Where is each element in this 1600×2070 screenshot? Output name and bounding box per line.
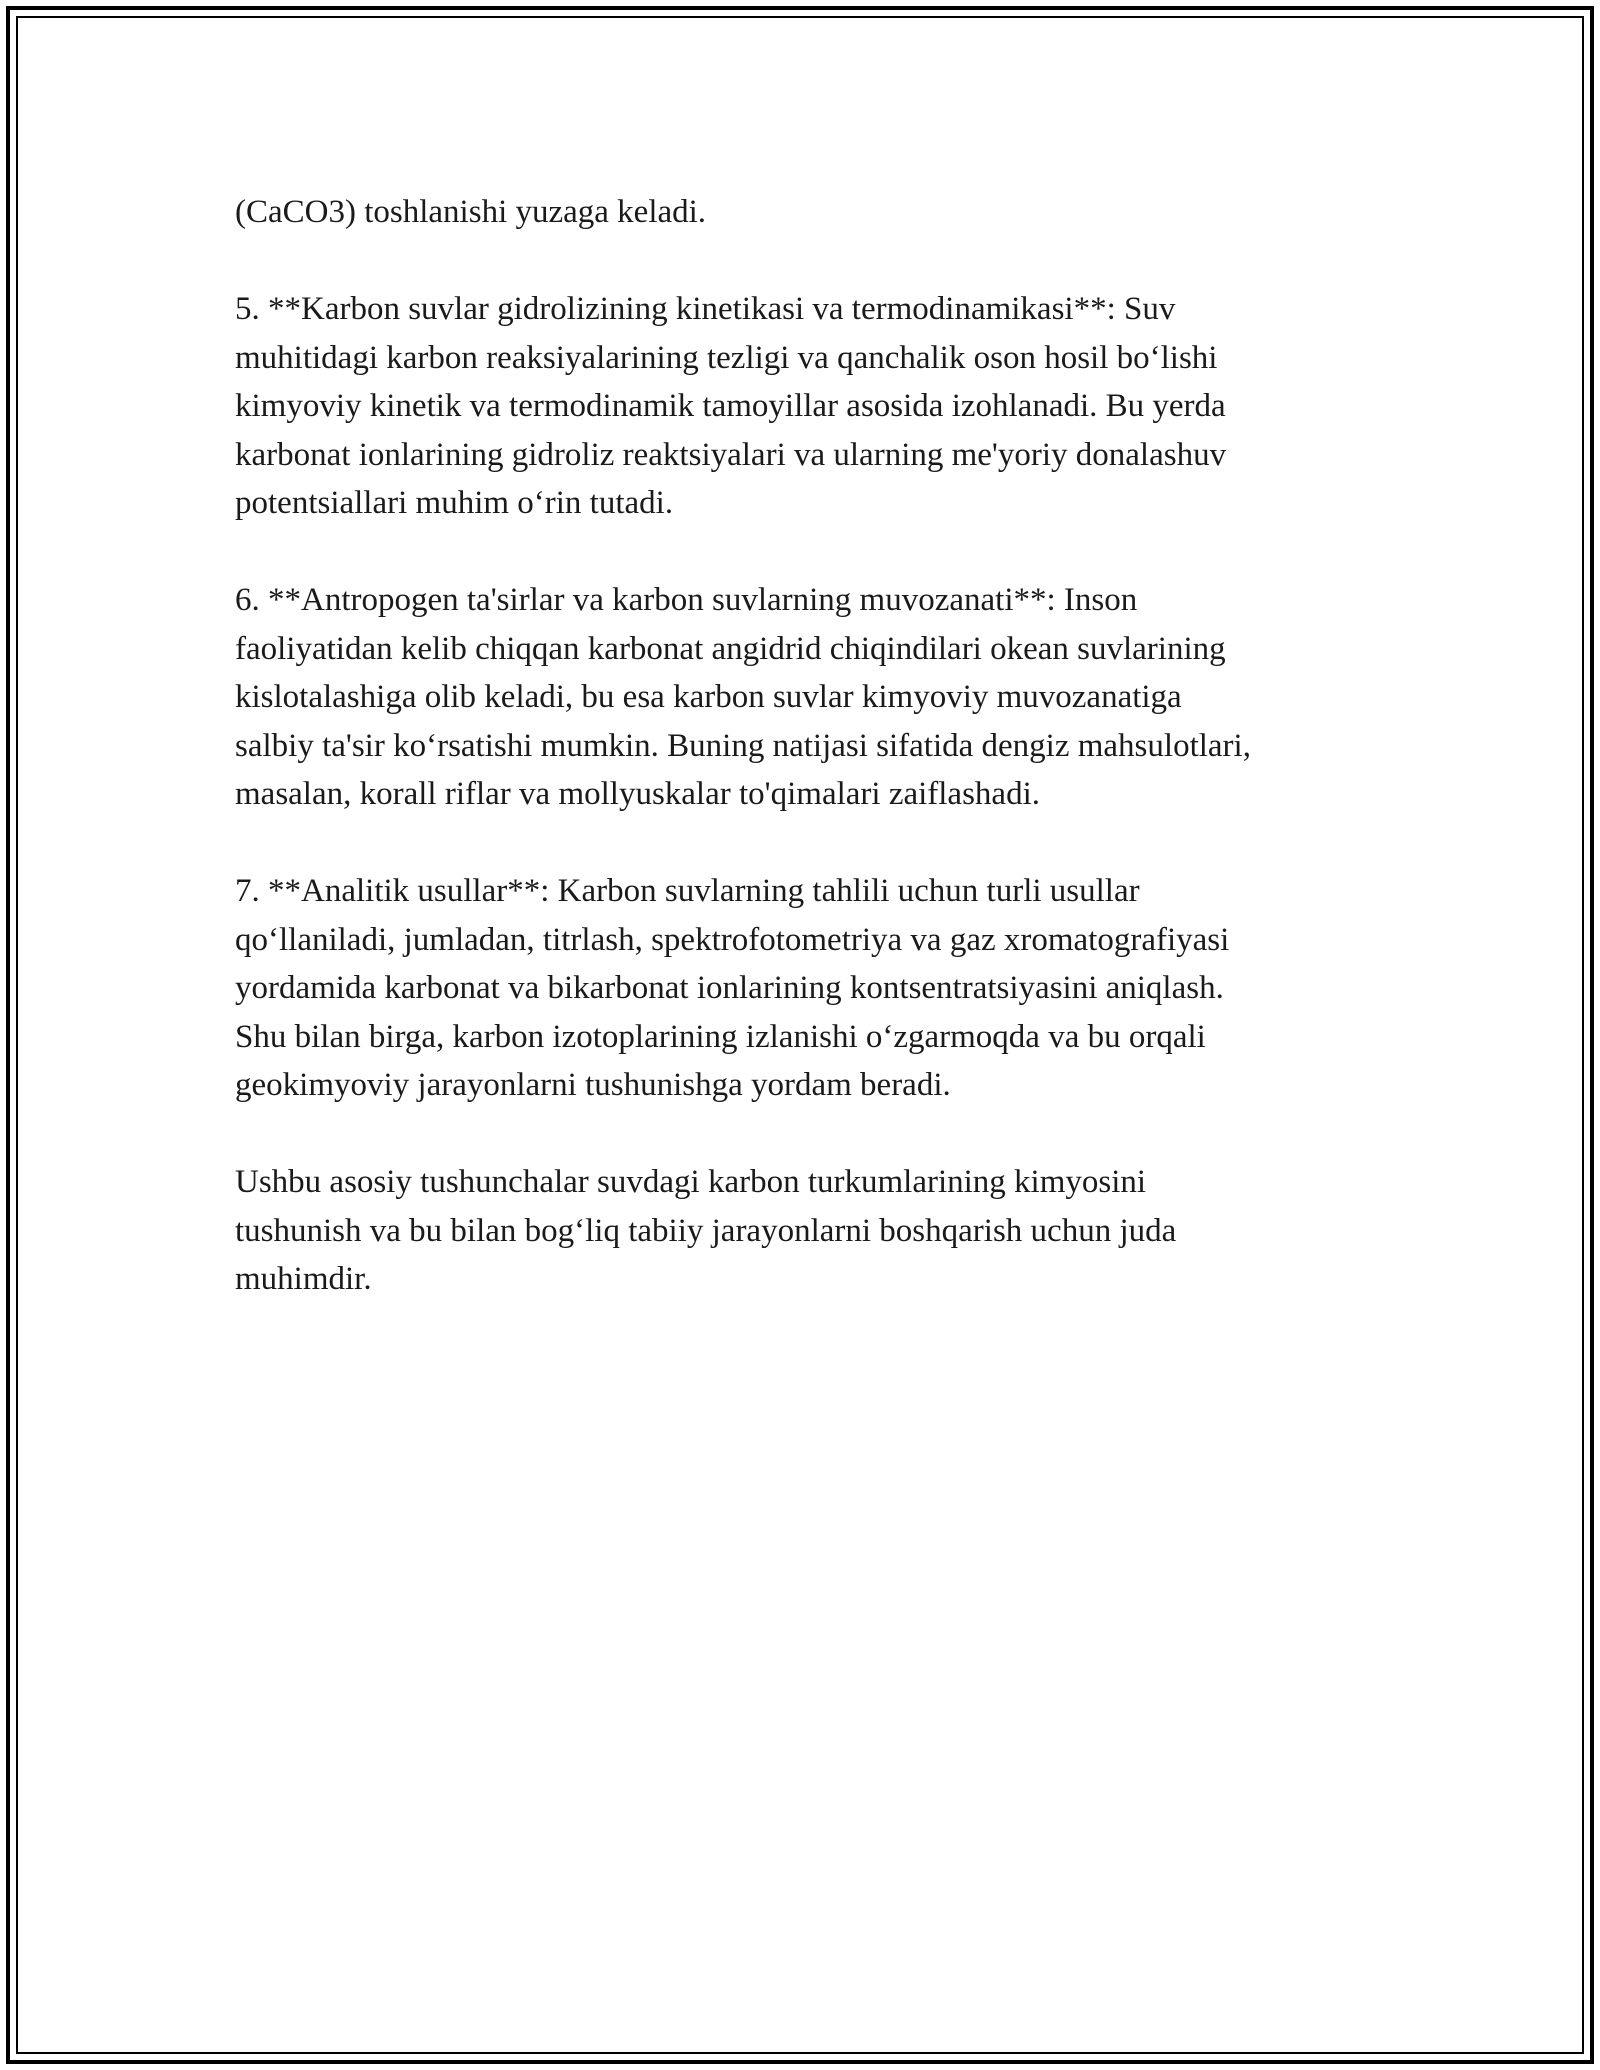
text-line: muhitidagi karbon reaksiyalarining tezligi va qanchalik oson hosil bo‘lishi bbox=[235, 339, 1218, 376]
paragraph-continuation bbox=[235, 188, 1385, 237]
text-line: geokimyoviy jarayonlarni tushunishga yordam beradi. bbox=[235, 1067, 951, 1103]
text-line: potentsiallari muhim o‘rin tutadi. bbox=[235, 485, 674, 521]
paragraph-item-7 bbox=[235, 867, 1385, 1110]
text-line: muhimdir. bbox=[235, 1261, 372, 1297]
paragraph-item-6 bbox=[235, 576, 1385, 819]
document-body bbox=[235, 188, 1385, 1352]
text-line: 7. **Analitik usullar**: Karbon suvlarning tahlili uchun turli usullar bbox=[235, 873, 1140, 909]
text-line: Ushbu asosiy tushunchalar suvdagi karbon turkumlarining kimyosini bbox=[235, 1164, 1147, 1200]
text-line: tushunish va bu bilan bog‘liq tabiiy jarayonlarni boshqarish uchun juda bbox=[235, 1212, 1177, 1249]
text-line: yordamida karbonat va bikarbonat ionlarining kontsentratsiyasini aniqlash. bbox=[235, 970, 1224, 1006]
text-line: faoliyatidan kelib chiqqan karbonat angidrid chiqindilari okean suvlarining bbox=[235, 630, 1226, 667]
text-line: salbiy ta'sir ko‘rsatishi mumkin. Buning natijasi sifatida dengiz mahsulotlari, bbox=[235, 727, 1251, 764]
paragraph-item-5 bbox=[235, 285, 1385, 528]
text-line: 5. **Karbon suvlar gidrolizining kinetikasi va termodinamikasi**: Suv bbox=[235, 291, 1176, 327]
text-line: masalan, korall riflar va mollyuskalar to'qimalari zaiflashadi. bbox=[235, 776, 1040, 812]
text-line: Shu bilan birga, karbon izotoplarining izlanishi o‘zgarmoqda va bu orqali bbox=[235, 1018, 1206, 1055]
text-line: karbonat ionlarining gidroliz reaktsiyalari va ularning me'yoriy donalashuv bbox=[235, 436, 1227, 473]
text-line: 6. **Antropogen ta'sirlar va karbon suvlarning muvozanati**: Inson bbox=[235, 582, 1138, 618]
paragraph-conclusion bbox=[235, 1158, 1385, 1304]
text-line: kislotalashiga olib keladi, bu esa karbon suvlar kimyoviy muvozanatiga bbox=[235, 679, 1182, 715]
text-line: (CaCO3) toshlanishi yuzaga keladi. bbox=[235, 194, 707, 230]
text-line: qo‘llaniladi, jumladan, titrlash, spektrofotometriya va gaz xromatografiyasi bbox=[235, 921, 1230, 958]
text-line: kimyoviy kinetik va termodinamik tamoyillar asosida izohlanadi. Bu yerda bbox=[235, 388, 1226, 424]
